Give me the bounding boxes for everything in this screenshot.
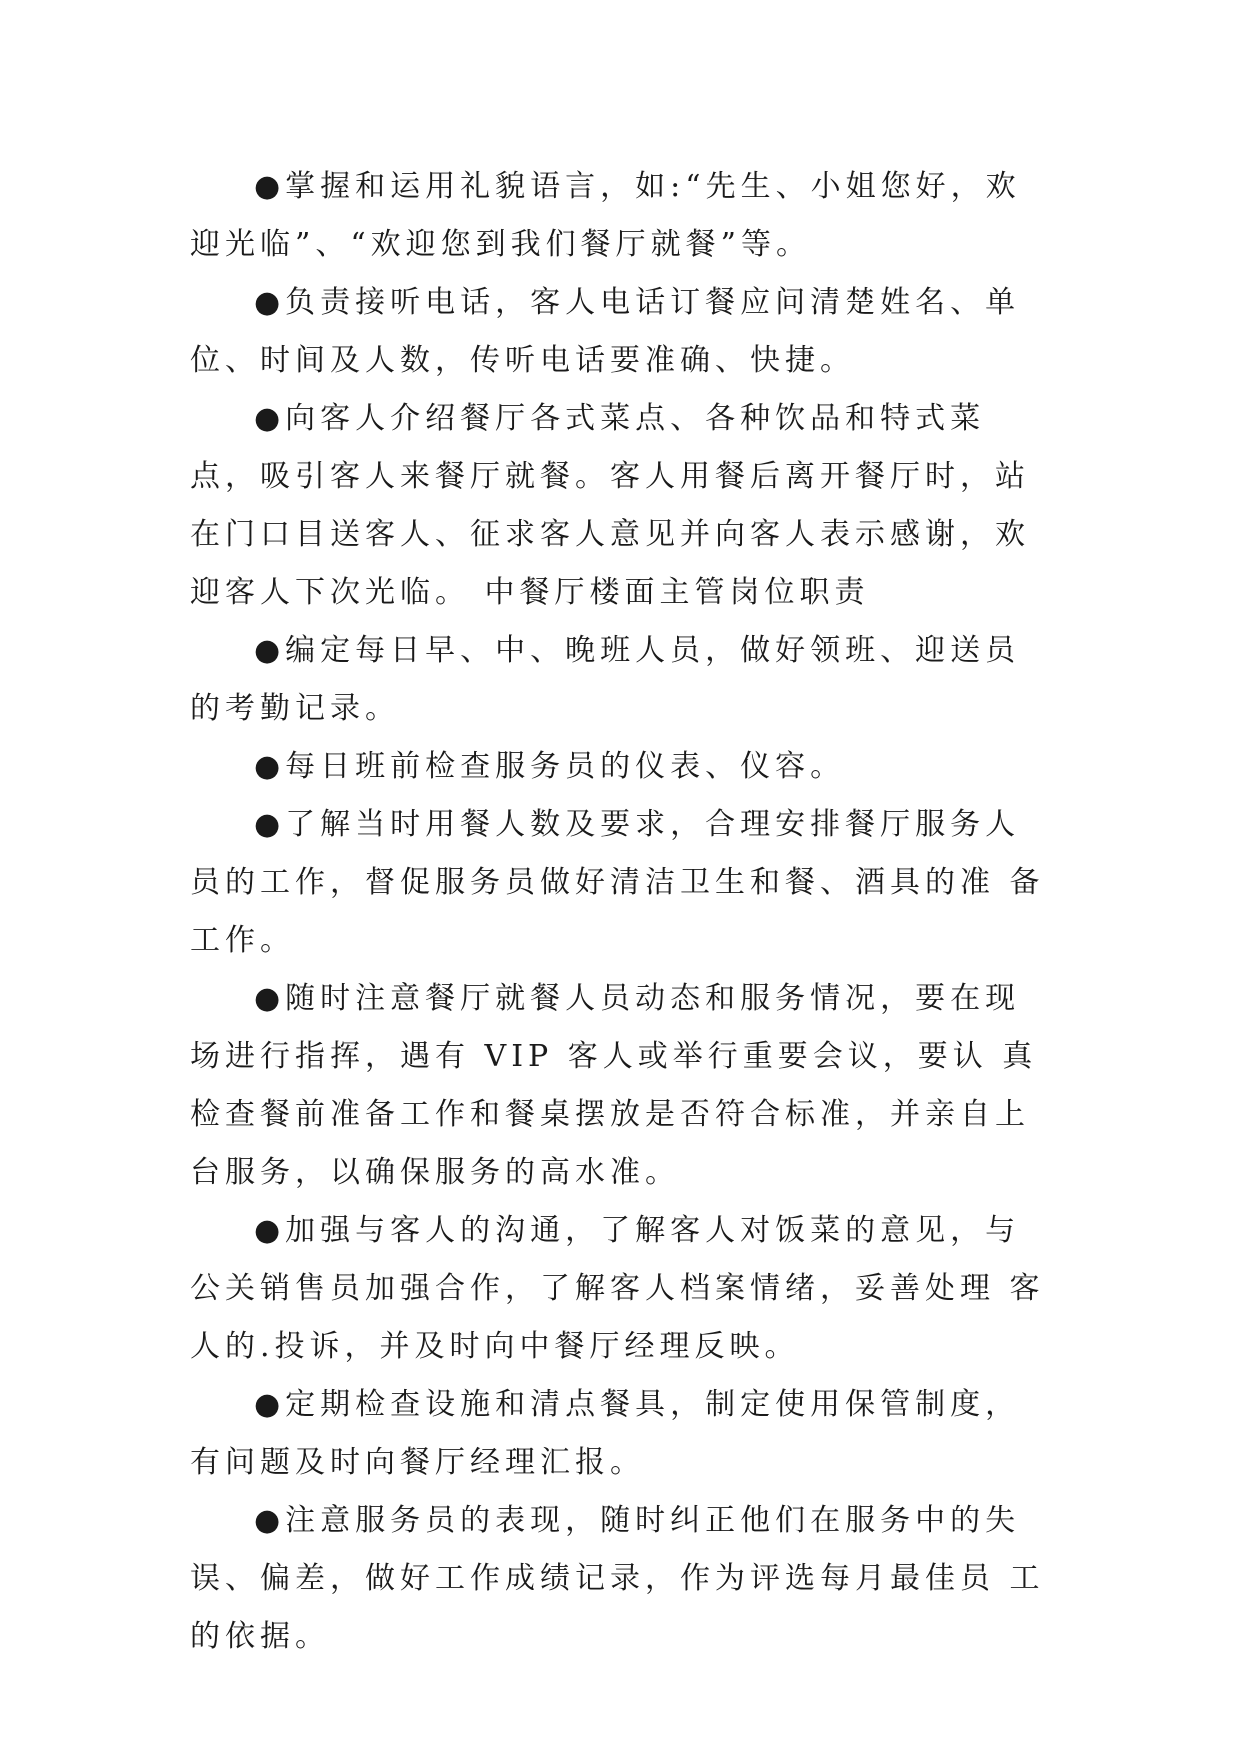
- paragraph-introduce-dishes: ●向客人介绍餐厅各式菜点、各种饮品和特式菜点，吸引客人来餐厅就餐。客人用餐后离开餐厅时，站 在门口目送客人、征求客人意见并向客人表示感谢，欢迎客人下次光临。 中餐厅楼面主管岗位职责: [190, 401, 1030, 610]
- paragraph-appearance-check: ●每日班前检查服务员的仪表、仪容。: [254, 749, 846, 784]
- document-body: [190, 158, 1050, 1666]
- paragraph-etiquette-language: ●掌握和运用礼貌语言，如:“先生、小姐您好，欢迎光临”、“欢迎您到我们餐厅就餐”等。: [190, 169, 1021, 262]
- paragraph-facility-inspection: ●定期检查设施和清点餐具，制定使用保管制度，有问题及时向餐厅经理汇报。: [190, 1387, 1021, 1480]
- paragraph-guest-communication: ●加强与客人的沟通，了解客人对饭菜的意见，与公关销售员加强合作，了解客人档案情绪，妥善处理 客人的.投诉，并及时向中餐厅经理反映。: [190, 1213, 1045, 1364]
- paragraph-shift-scheduling: ●编定每日早、中、晚班人员，做好领班、迎送员的考勤记录。: [190, 633, 1021, 726]
- paragraph-onsite-supervision: ●随时注意餐厅就餐人员动态和服务情况，要在现场进行指挥，遇有 VIP 客人或举行重要会议，要认 真检查餐前准备工作和餐桌摆放是否符合标准，并亲自上台服务，以确保服务的高水准。: [190, 981, 1038, 1190]
- paragraph-phone-reservations: ●负责接听电话，客人电话订餐应问清楚姓名、单位、时间及人数，传听电话要准确、快捷。: [190, 285, 1021, 378]
- paragraph-arrange-staff: ●了解当时用餐人数及要求，合理安排餐厅服务人员的工作，督促服务员做好清洁卫生和餐、酒具的准 备工作。: [190, 807, 1045, 958]
- paragraph-staff-performance: ●注意服务员的表现，随时纠正他们在服务中的失误、偏差，做好工作成绩记录，作为评选每月最佳员 工的依据。: [190, 1503, 1045, 1654]
